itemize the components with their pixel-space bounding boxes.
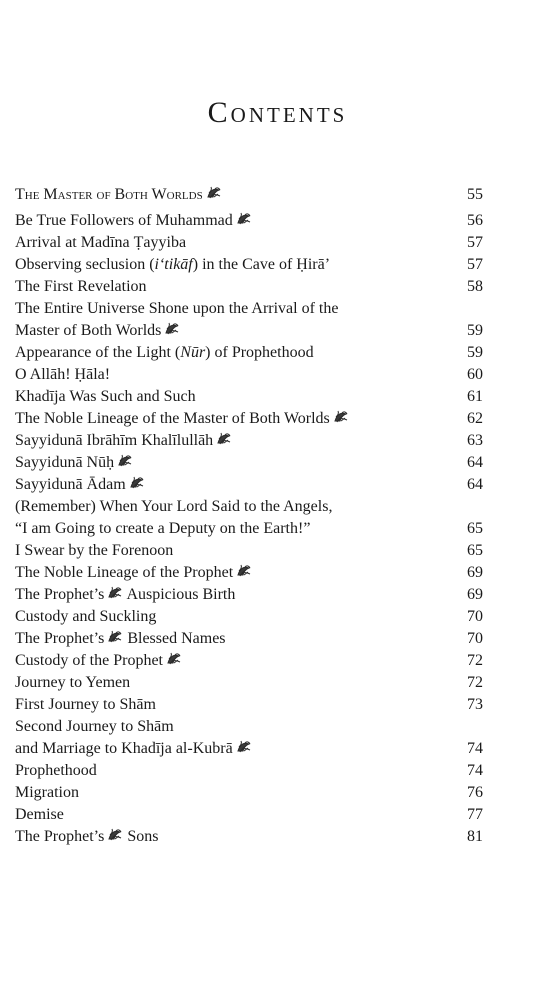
toc-entry-title xyxy=(15,210,252,232)
toc-page-number: 64 xyxy=(467,476,483,493)
toc-entry-title xyxy=(15,738,252,760)
calligraphic-salutation-icon xyxy=(107,828,123,842)
toc-entry-title xyxy=(15,760,97,782)
toc-page-number: 70 xyxy=(467,630,483,647)
toc-entry-title xyxy=(15,650,182,672)
toc-entry-text: Prophethood xyxy=(15,762,97,779)
toc-entry-title xyxy=(15,408,349,430)
toc-entry-text: First Journey to Shām xyxy=(15,696,156,713)
toc-page-number: 62 xyxy=(467,410,483,427)
toc-entry-text: and Marriage to Khadīja al-Kubrā xyxy=(15,740,233,757)
toc-entry-title xyxy=(15,276,147,298)
toc-entry xyxy=(15,408,483,430)
toc-page-number: 57 xyxy=(467,256,483,273)
toc-entry-text: Nūr xyxy=(180,344,206,361)
toc-page-number: 74 xyxy=(467,762,483,779)
toc-page-number: 57 xyxy=(467,234,483,251)
calligraphic-salutation-icon xyxy=(206,186,222,200)
toc-entry-text: Sayyidunā Ādam xyxy=(15,476,126,493)
toc-entry-text: The Entire Universe Shone upon the Arrival of the xyxy=(15,300,339,317)
toc-entry-text: The Noble Lineage of the Prophet xyxy=(15,564,234,581)
toc-entry xyxy=(15,694,483,716)
toc-page-number: 58 xyxy=(467,278,483,295)
toc-entry-title xyxy=(15,826,158,848)
toc-entry-text: The Noble Lineage of the Master of Both Worlds xyxy=(15,410,330,427)
toc-page-number: 69 xyxy=(467,564,483,581)
toc-entry-text: Custody of the Prophet xyxy=(15,652,163,669)
toc-entry xyxy=(15,650,483,672)
toc-page-number: 69 xyxy=(467,586,483,603)
calligraphic-salutation-icon xyxy=(107,586,123,600)
calligraphic-salutation-icon xyxy=(129,476,145,490)
toc-entry-text: I Swear by the Forenoon xyxy=(15,542,174,559)
toc-entry xyxy=(15,474,483,496)
toc-entry-text: The Prophet’s xyxy=(15,828,105,845)
toc-entry-text: Sayyidunā Nūḥ xyxy=(15,454,115,471)
toc-entry-text: Appearance of the Light ( xyxy=(15,344,181,361)
calligraphic-salutation-icon xyxy=(216,432,232,446)
toc-entry-title xyxy=(15,298,338,320)
toc-entry-text: The Master of Both Worlds xyxy=(15,186,203,203)
toc-page-number: 55 xyxy=(467,186,483,203)
calligraphic-salutation-icon xyxy=(117,454,133,468)
toc-entry-title xyxy=(15,716,174,738)
toc-entry-title xyxy=(15,474,145,496)
toc-page-number: 70 xyxy=(467,608,483,625)
toc-entry-title xyxy=(15,254,330,276)
toc-page-number: 81 xyxy=(467,828,483,845)
toc-entry xyxy=(15,184,483,206)
toc-entry xyxy=(15,276,483,298)
toc-page-number: 63 xyxy=(467,432,483,449)
toc-page-number: 59 xyxy=(467,322,483,339)
toc-entry-text: ) in the Cave of Ḥirā’ xyxy=(192,256,331,273)
toc-entry-text: ) of Prophethood xyxy=(205,344,314,361)
toc-page-number: 72 xyxy=(467,652,483,669)
toc-entry xyxy=(15,496,483,518)
toc-entry xyxy=(15,716,483,738)
toc-page-number: 65 xyxy=(467,542,483,559)
toc-entry-title xyxy=(15,232,186,254)
toc-entry xyxy=(15,320,483,342)
toc-entry-text: Custody and Suckling xyxy=(15,608,157,625)
toc-entry-text: Auspicious Birth xyxy=(123,586,236,603)
toc-entry-text: Master of Both Worlds xyxy=(15,322,162,339)
toc-entry xyxy=(15,342,483,364)
toc-entry xyxy=(15,452,483,474)
toc-page-number: 74 xyxy=(467,740,483,757)
toc-entry-text: The First Revelation xyxy=(15,278,147,295)
calligraphic-salutation-icon xyxy=(236,564,252,578)
toc-entry-text: (Remember) When Your Lord Said to the Angels, xyxy=(15,498,333,515)
toc-entry xyxy=(15,430,483,452)
toc-page-number: 72 xyxy=(467,674,483,691)
toc-entry xyxy=(15,298,483,320)
toc-entry-title xyxy=(15,320,180,342)
toc-entry xyxy=(15,606,483,628)
toc-entry xyxy=(15,760,483,782)
calligraphic-salutation-icon xyxy=(333,410,349,424)
toc-entry-title xyxy=(15,452,133,474)
toc-entry xyxy=(15,672,483,694)
toc-page-number: 77 xyxy=(467,806,483,823)
toc-entry xyxy=(15,782,483,804)
toc-page-number: 64 xyxy=(467,454,483,471)
toc-entry-text: Blessed Names xyxy=(123,630,226,647)
toc-entry-title xyxy=(15,628,226,650)
toc-entry-text: O Allāh! Ḥāla! xyxy=(15,366,111,383)
toc-entry-text: Migration xyxy=(15,784,79,801)
toc-entry xyxy=(15,210,483,232)
toc-entry xyxy=(15,738,483,760)
toc-entry-title xyxy=(15,804,64,826)
toc-entry xyxy=(15,540,483,562)
toc-page-number: 73 xyxy=(467,696,483,713)
page-title: Contents xyxy=(207,96,348,129)
toc-entry xyxy=(15,804,483,826)
toc-entry xyxy=(15,584,483,606)
toc-entry-title xyxy=(15,518,310,540)
toc-page-number: 65 xyxy=(467,520,483,537)
toc-entry-text: Observing seclusion ( xyxy=(15,256,155,273)
toc-entry-text: Journey to Yemen xyxy=(15,674,131,691)
toc-page-number: 60 xyxy=(467,366,483,383)
toc-page-number: 76 xyxy=(467,784,483,801)
calligraphic-salutation-icon xyxy=(164,322,180,336)
toc-entry-title xyxy=(15,386,196,408)
toc-entry-text: Sayyidunā Ibrāhīm Khalīlullāh xyxy=(15,432,214,449)
toc-entry-title xyxy=(15,584,235,606)
toc-entry-title xyxy=(15,672,130,694)
toc-entry xyxy=(15,364,483,386)
toc-entry-title xyxy=(15,540,173,562)
calligraphic-salutation-icon xyxy=(166,652,182,666)
toc-page-number: 61 xyxy=(467,388,483,405)
toc-entry-title xyxy=(15,342,314,364)
toc-entry-title xyxy=(15,184,222,206)
toc-entry xyxy=(15,562,483,584)
toc-entry-title xyxy=(15,694,156,716)
toc-entry xyxy=(15,254,483,276)
toc-entry xyxy=(15,518,483,540)
toc-entry xyxy=(15,628,483,650)
toc-entry-text: The Prophet’s xyxy=(15,586,105,603)
toc-entry-title xyxy=(15,606,156,628)
toc-entry-text: Khadīja Was Such and Such xyxy=(15,388,196,405)
toc-entry-title xyxy=(15,364,110,386)
calligraphic-salutation-icon xyxy=(107,630,123,644)
calligraphic-salutation-icon xyxy=(236,740,252,754)
toc-entry-text: i‘tikāf xyxy=(154,256,193,273)
toc-entry xyxy=(15,386,483,408)
toc-entry-text: Demise xyxy=(15,806,64,823)
table-of-contents xyxy=(15,184,483,848)
toc-entry-text: Be True Followers of Muhammad xyxy=(15,212,233,229)
toc-page-number: 56 xyxy=(467,212,483,229)
toc-entry xyxy=(15,232,483,254)
toc-entry-title xyxy=(15,496,332,518)
toc-entry xyxy=(15,826,483,848)
toc-entry-text: “I am Going to create a Deputy on the Earth!” xyxy=(15,520,311,537)
calligraphic-salutation-icon xyxy=(236,212,252,226)
toc-entry-text: Arrival at Madīna Ṭayyiba xyxy=(15,234,187,251)
toc-entry-text: Sons xyxy=(123,828,159,845)
toc-entry-title xyxy=(15,782,79,804)
toc-entry-title xyxy=(15,562,252,584)
toc-entry-title xyxy=(15,430,232,452)
toc-page-number: 59 xyxy=(467,344,483,361)
toc-entry-text: The Prophet’s xyxy=(15,630,105,647)
toc-entry-text: Second Journey to Shām xyxy=(15,718,174,735)
